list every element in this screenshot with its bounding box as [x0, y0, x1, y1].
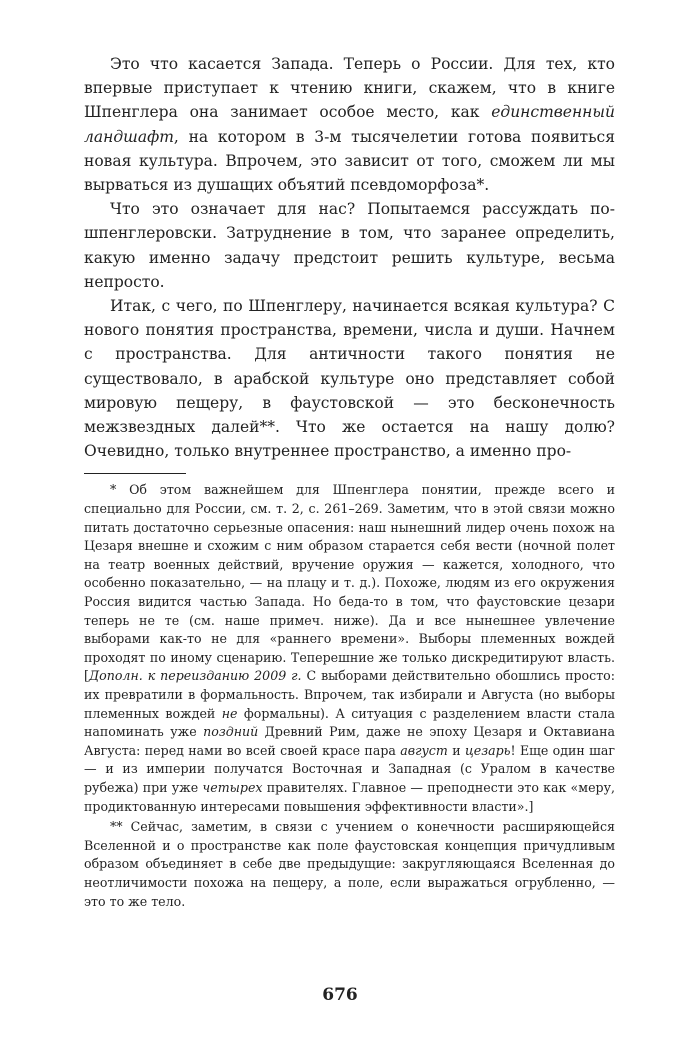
body-text — [84, 52, 615, 463]
italic-text: поздний — [203, 724, 259, 740]
text-segment: Что это означает для нас? Попытаемся рассуждать по-шпенглеровски. Затруднение в том, что заранее определить, какую именно задачу предстоит решить культуре, весьма непросто. — [84, 200, 615, 291]
text-segment: ! Еще один шаг — и из империи получатся Восточная и Западная (с Уралом в качестве рубежа) при уже — [84, 742, 616, 795]
text-segment: * Об этом важнейшем для Шпенглера понятии, прежде всего и специально для России, см. т. 2, с. 261–269. Заметим, что в этой связи можно питать достаточно серьезные опасения: наш нынешний лидер очень похож на Цезаря внешне и схожим с ним образом старается себя вести (ночной полет на театр военных действий, вручение оружия — кажется, холодного, что особенно показательно, — на плацу и т. д.). Похоже, людям из его окружения Россия видится частью Запада. Но беда-то в том, что фаустовские цезари теперь не те (см. наше примеч. ниже). Да и все нынешнее увлечение выборами как-то не для «раннего времени». Выборы племенных вождей проходят по иному сценарию. Теперешние же только дискредитируют власть. [ — [84, 482, 615, 684]
body-paragraph — [84, 197, 615, 294]
italic-text: цезарь — [464, 742, 511, 758]
text-segment: Древний Рим, даже не эпоху Цезаря и Октавиана Августа: перед нами во всей своей красе пара — [84, 724, 616, 758]
footnotes — [84, 481, 615, 911]
body-paragraph — [84, 294, 615, 463]
text-segment: и — [447, 742, 465, 758]
body-paragraph — [84, 52, 615, 197]
text-segment: , на котором в 3-м тысячелетии готова появиться новая культура. Впрочем, это зависит от того, сможем ли мы вырваться из душащих объятий псевдоморфоза*. — [84, 127, 615, 195]
text-segment: Это что касается Запада. Теперь о России. Для тех, кто впервые приступает к чтению книги, скажем, что в книге Шпенглера она занимает особое место, как — [84, 55, 615, 122]
text-segment: С выборами действительно обошлись просто: их превратили в формальность. Впрочем, так избирали и Августа (но выборы племенных вождей — [84, 668, 615, 721]
italic-text: единственный ландшафт — [84, 103, 615, 146]
footnote — [84, 818, 615, 911]
page-number: 676 — [322, 985, 358, 1005]
text-segment: формальны). А ситуация с разделением власти стала напоминать уже — [84, 705, 615, 740]
page-content — [84, 52, 615, 911]
italic-text: четырех — [202, 779, 263, 795]
footnote — [84, 481, 615, 816]
text-segment: правителях. Главное — преподнести это как «меру, продиктованную интересами повышения эффективности власти».] — [84, 779, 615, 814]
italic-text: август — [400, 742, 448, 758]
text-segment: ** Сейчас, заметим, в связи с учением о конечности расширяющейся Вселенной и о пространстве как поле фаустовская концепция причудливым образом объединяет в себе две предыдущие: закругляющаяся Вселенная до неотличимости похожа на пещеру, а поле, если выражаться огрубленно, — это то же тело. — [84, 819, 615, 909]
italic-text: не — [221, 705, 238, 721]
italic-text: Дополн. к переизданию 2009 г. — [88, 668, 302, 684]
text-segment: Итак, с чего, по Шпенглеру, начинается всякая культура? С нового понятия пространства, времени, числа и души. Начнем с пространства. Для античности такого понятия не существовало, в арабской культуре оно представляет собой мировую пещеру, в фаустовской — это бесконечность межзвездных далей**. Что же остается на нашу долю? Очевидно, только внутреннее пространство, а именно про- — [84, 297, 615, 461]
footnote-separator — [84, 473, 186, 474]
